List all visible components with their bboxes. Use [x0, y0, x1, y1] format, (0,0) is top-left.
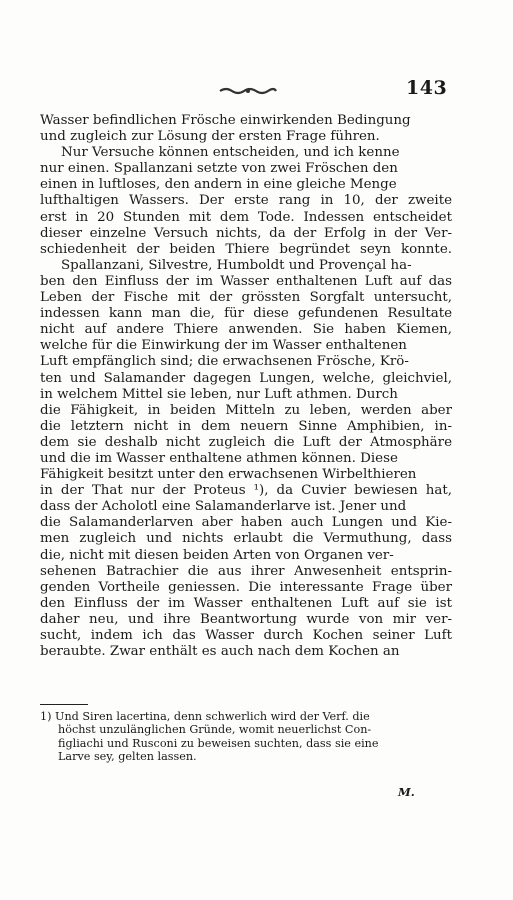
text-line: und die im Wasser enthaltene athmen können. Diese: [40, 450, 398, 466]
footnote-line: figliachi und Rusconi zu beweisen suchten, dass sie eine: [58, 736, 379, 750]
text-line: Luft empfänglich sind; die erwachsenen Frösche, Krö-: [40, 354, 409, 370]
text-line: sucht, indem ich das Wasser durch Kochen seiner Luft: [40, 628, 452, 643]
footnote-signature: M.: [398, 785, 415, 799]
text-line: nur einen. Spallanzani setzte von zwei Fröschen den: [40, 161, 398, 177]
text-line: den Einfluss der im Wasser enthaltenen Luft auf sie ist: [40, 595, 452, 611]
text-line: die Salamanderlarven aber haben auch Lungen und Kie-: [40, 515, 452, 531]
text-line: in welchem Mittel sie leben, nur Luft athmen. Durch: [40, 386, 398, 402]
footnote-rule: [40, 704, 88, 705]
text-line: men zugleich und nichts erlaubt die Vermuthung, dass: [40, 531, 452, 547]
text-line: nicht auf andere Thiere anwenden. Sie haben Kiemen,: [40, 322, 452, 338]
text-line: die Fähigkeit, in beiden Mitteln zu leben, werden aber: [40, 402, 452, 418]
text-line: die, nicht mit diesen beiden Arten von Organen ver-: [40, 547, 394, 563]
text-line: ten und Salamander dagegen Lungen, welche, gleichviel,: [40, 370, 452, 386]
text-line: Fähigkeit besitzt unter den erwachsenen Wirbelthieren: [40, 467, 417, 483]
header-ornament: [218, 86, 278, 96]
text-line: lufthaltigen Wassers. Der erste rang in 10, der zweite: [40, 193, 452, 209]
text-line: schiedenheit der beiden Thiere begründet seyn konnte.: [40, 241, 452, 257]
text-line: in der That nur der Proteus ¹), da Cuvier bewiesen hat,: [40, 483, 452, 499]
text-line: die letztern nicht in dem neuern Sinne Amphibien, in-: [40, 418, 452, 434]
text-line: dem sie deshalb nicht zugleich die Luft der Atmosphäre: [40, 434, 452, 450]
text-line: Wasser befindlichen Frösche einwirkenden Bedingung: [40, 113, 411, 128]
text-line: dass der Acholotl eine Salamanderlarve ist. Jener und: [40, 499, 407, 515]
text-line: genden Vortheile geniessen. Die interessante Frage über: [40, 579, 452, 595]
text-line: erst in 20 Stunden mit dem Tode. Indessen entscheidet: [40, 209, 452, 225]
text-line: Spallanzani, Silvestre, Humboldt und Provençal ha-: [61, 257, 412, 273]
text-line: Leben der Fische mit der grössten Sorgfalt untersucht,: [40, 290, 452, 306]
text-line: dieser einzelne Versuch nichts, da der Erfolg in der Ver-: [40, 225, 452, 241]
footnote-line: 1) Und Siren lacertina, denn schwerlich wird der Verf. die: [40, 710, 370, 723]
footnote-line: Larve sey, gelten lassen.: [58, 750, 197, 764]
text-line: beraubte. Zwar enthält es auch nach dem Kochen an: [40, 644, 400, 660]
text-line: einen in luftloses, den andern in eine gleiche Menge: [40, 177, 397, 193]
text-line: indessen kann man die, für diese gefundenen Resultate: [40, 306, 452, 322]
text-line: welche für die Einwirkung der im Wasser enthaltenen: [40, 338, 407, 354]
text-line: sehenen Batrachier die aus ihrer Anwesenheit entsprin-: [40, 563, 452, 579]
text-line: daher neu, und ihre Beantwortung wurde von mir ver-: [40, 611, 452, 627]
body-text: [40, 113, 452, 660]
footnote-line: höchst unzulänglichen Gründe, womit neuerlichst Con-: [58, 723, 372, 737]
page-number: 143: [406, 77, 448, 99]
text-line: Nur Versuche können entscheiden, und ich kenne: [61, 145, 400, 161]
text-line: ben den Einfluss der im Wasser enthaltenen Luft auf das: [40, 273, 452, 289]
footnote: [40, 710, 452, 764]
text-line: und zugleich zur Lösung der ersten Frage führen.: [40, 129, 380, 145]
